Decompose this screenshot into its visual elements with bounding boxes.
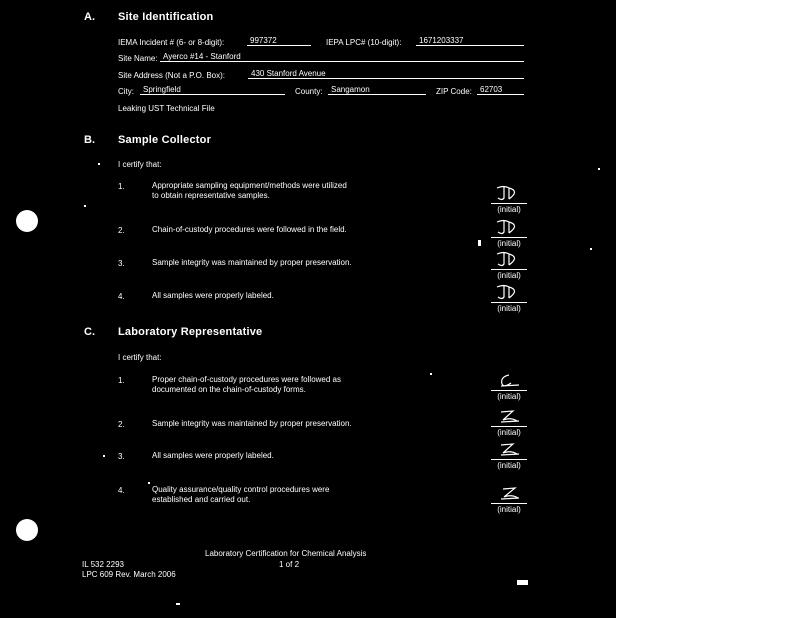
initial-field[interactable]	[491, 408, 527, 438]
scan-speck	[598, 168, 600, 170]
initial-field[interactable]	[491, 251, 527, 281]
initial-field[interactable]	[491, 441, 527, 471]
site-name-label: Site Name:	[118, 54, 158, 63]
handwritten-initials	[495, 372, 523, 390]
initial-field[interactable]	[491, 372, 527, 402]
initial-field[interactable]	[491, 284, 527, 314]
scan-speck	[84, 205, 86, 207]
handwritten-initials	[495, 408, 523, 426]
scan-speck	[148, 482, 150, 484]
initial-label: (initial)	[491, 302, 527, 313]
lpc-label: IEPA LPC# (10-digit):	[326, 38, 402, 47]
iema-field[interactable]: 997372	[247, 36, 311, 46]
scan-speck	[103, 455, 105, 457]
item-number: 2.	[118, 420, 125, 429]
zip-label: ZIP Code:	[436, 87, 472, 96]
handwritten-initials	[495, 251, 523, 269]
handwritten-initials	[495, 284, 523, 302]
city-field[interactable]: Springfield	[140, 85, 285, 95]
punch-hole	[16, 519, 38, 541]
certification-item: Chain-of-custody procedures were followed in the field.	[152, 225, 347, 234]
initial-field[interactable]	[491, 185, 527, 215]
item-number: 3.	[118, 259, 125, 268]
county-label: County:	[295, 87, 323, 96]
scan-speck	[517, 580, 528, 585]
item-number: 4.	[118, 292, 125, 301]
form-title: Laboratory Certification for Chemical Analysis	[205, 549, 367, 558]
section-b-letter: B.	[84, 134, 95, 146]
section-a-title: Site Identification	[118, 11, 214, 23]
certification-item: Quality assurance/quality control procedures were established and carried out.	[152, 485, 330, 504]
scan-speck	[430, 373, 432, 375]
punch-hole	[16, 210, 38, 232]
certification-item: Sample integrity was maintained by proper preservation.	[152, 258, 352, 267]
section-b-title: Sample Collector	[118, 134, 212, 146]
form-id: IL 532 2293	[82, 560, 124, 569]
item-number: 1.	[118, 376, 125, 385]
certification-item: Proper chain-of-custody procedures were followed as documented on the chain-of-custody forms.	[152, 375, 341, 394]
county-field[interactable]: Sangamon	[328, 85, 426, 95]
lpc-field[interactable]: 1671203337	[416, 36, 524, 46]
handwritten-initials	[495, 185, 523, 203]
certify-text-b: I certify that:	[118, 160, 162, 169]
certification-item: Sample integrity was maintained by proper preservation.	[152, 419, 352, 428]
scan-speck	[590, 248, 592, 250]
certification-item: All samples were properly labeled.	[152, 451, 274, 460]
section-a-letter: A.	[84, 11, 95, 23]
initial-label: (initial)	[491, 203, 527, 214]
handwritten-initials	[495, 441, 523, 459]
initial-label: (initial)	[491, 237, 527, 248]
scan-speck	[176, 603, 180, 605]
certification-item: All samples were properly labeled.	[152, 291, 274, 300]
item-number: 3.	[118, 452, 125, 461]
item-number: 2.	[118, 226, 125, 235]
handwritten-initials	[495, 485, 523, 503]
item-number: 1.	[118, 182, 125, 191]
file-label: Leaking UST Technical File	[118, 104, 215, 113]
page-number: 1 of 2	[279, 560, 300, 569]
revision-text: LPC 609 Rev. March 2006	[82, 570, 176, 579]
iema-label: IEMA Incident # (6- or 8-digit):	[118, 38, 225, 47]
scan-speck	[478, 240, 481, 246]
initial-label: (initial)	[491, 503, 527, 514]
initial-field[interactable]	[491, 219, 527, 249]
scan-speck	[98, 163, 100, 165]
initial-field[interactable]	[491, 485, 527, 515]
initial-label: (initial)	[491, 269, 527, 280]
initial-label: (initial)	[491, 459, 527, 470]
item-number: 4.	[118, 486, 125, 495]
address-field[interactable]: 430 Stanford Avenue	[248, 69, 524, 79]
section-c-letter: C.	[84, 326, 95, 338]
section-c-title: Laboratory Representative	[118, 326, 263, 338]
handwritten-initials	[495, 219, 523, 237]
address-label: Site Address (Not a P.O. Box):	[118, 71, 226, 80]
initial-label: (initial)	[491, 390, 527, 401]
site-name-field[interactable]: Ayerco #14 - Stanford	[160, 52, 524, 62]
zip-field[interactable]: 62703	[477, 85, 524, 95]
city-label: City:	[118, 87, 134, 96]
initial-label: (initial)	[491, 426, 527, 437]
certification-item: Appropriate sampling equipment/methods were utilized to obtain representative samples.	[152, 181, 347, 200]
certify-text-c: I certify that:	[118, 353, 162, 362]
